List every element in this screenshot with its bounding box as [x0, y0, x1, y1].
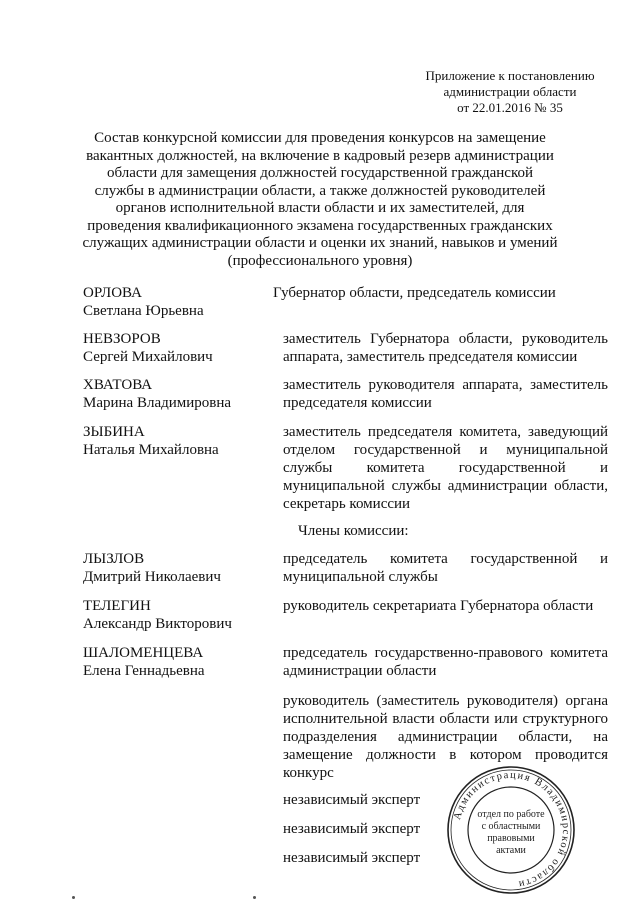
person-surname: ТЕЛЕГИН	[83, 598, 151, 614]
person-given-name: Дмитрий Николаевич	[83, 569, 221, 585]
person-name	[83, 644, 278, 680]
official-stamp	[445, 764, 577, 896]
person-role: руководитель секретариата Губернатора области	[283, 598, 594, 614]
independent-expert: независимый эксперт	[283, 850, 421, 866]
person-name	[83, 330, 278, 366]
person-name	[83, 597, 278, 633]
person-name	[83, 376, 278, 412]
stamp-center-line: правовыми	[487, 833, 535, 844]
person-surname: ЗЫБИНА	[83, 424, 145, 440]
independent-expert: независимый эксперт	[283, 792, 421, 808]
person-name	[83, 423, 278, 459]
person-name	[83, 284, 278, 320]
person-name	[83, 550, 278, 586]
stamp-center-line: с областными	[481, 821, 541, 832]
members-heading: Члены комиссии:	[298, 523, 409, 539]
stamp-ring-text: Администрация Владимирской области	[452, 769, 572, 890]
appendix-line-3: от 22.01.2016 № 35	[457, 100, 563, 115]
appendix-line-2: администрации области	[443, 84, 577, 99]
independent-expert: независимый эксперт	[283, 821, 421, 837]
document-title: Состав конкурсной комиссии для проведения конкурсов на замещение вакантных должностей, на включение в кадровый резерв администрации области для замещения должностей государственной гражданской службы в администрации области, а также должностей руководителей органов исполнительной власти области и их заместителей, для проведения квалификационного экзамена государственных гражданских служащих администрации области и оценки их знаний, навыков и умений (профессионального уровня)	[82, 130, 558, 269]
person-surname: ЛЫЗЛОВ	[83, 551, 145, 567]
person-role: председатель комитета государственной и муниципальной службы	[283, 551, 608, 585]
scan-speck	[72, 896, 75, 899]
stamp-center-line: актами	[496, 845, 526, 856]
stamp-center-line: отдел по работе	[477, 809, 545, 820]
person-surname: НЕВЗОРОВ	[83, 331, 161, 347]
head-of-body-role: руководитель (заместитель руководителя) органа исполнительной власти области или структурного подразделения администрации области, на замещение должности в котором проводится конкурс	[283, 693, 608, 781]
scan-speck	[253, 896, 256, 899]
person-role: Губернатор области, председатель комиссии	[273, 285, 556, 301]
person-role: председатель государственно-правового комитета администрации области	[283, 645, 608, 679]
person-role: заместитель председателя комитета, заведующий отделом государственной и муниципальной службы комитета государственной и муниципальной службы администрации области, секретарь комиссии	[283, 424, 608, 512]
person-surname: ШАЛОМЕНЦЕВА	[83, 645, 204, 661]
person-given-name: Сергей Михайлович	[83, 349, 213, 365]
person-surname: ОРЛОВА	[83, 285, 142, 301]
person-role: заместитель руководителя аппарата, заместитель председателя комиссии	[283, 377, 608, 411]
person-given-name: Светлана Юрьевна	[83, 303, 204, 319]
person-given-name: Елена Геннадьевна	[83, 663, 205, 679]
person-given-name: Наталья Михайловна	[83, 442, 219, 458]
person-role: заместитель Губернатора области, руководитель аппарата, заместитель председателя комиссии	[283, 331, 608, 365]
person-given-name: Марина Владимировна	[83, 395, 232, 411]
person-given-name: Александр Викторович	[83, 616, 232, 632]
appendix-line-1: Приложение к постановлению	[425, 68, 595, 83]
appendix-header	[400, 68, 620, 116]
person-surname: ХВАТОВА	[83, 377, 153, 393]
